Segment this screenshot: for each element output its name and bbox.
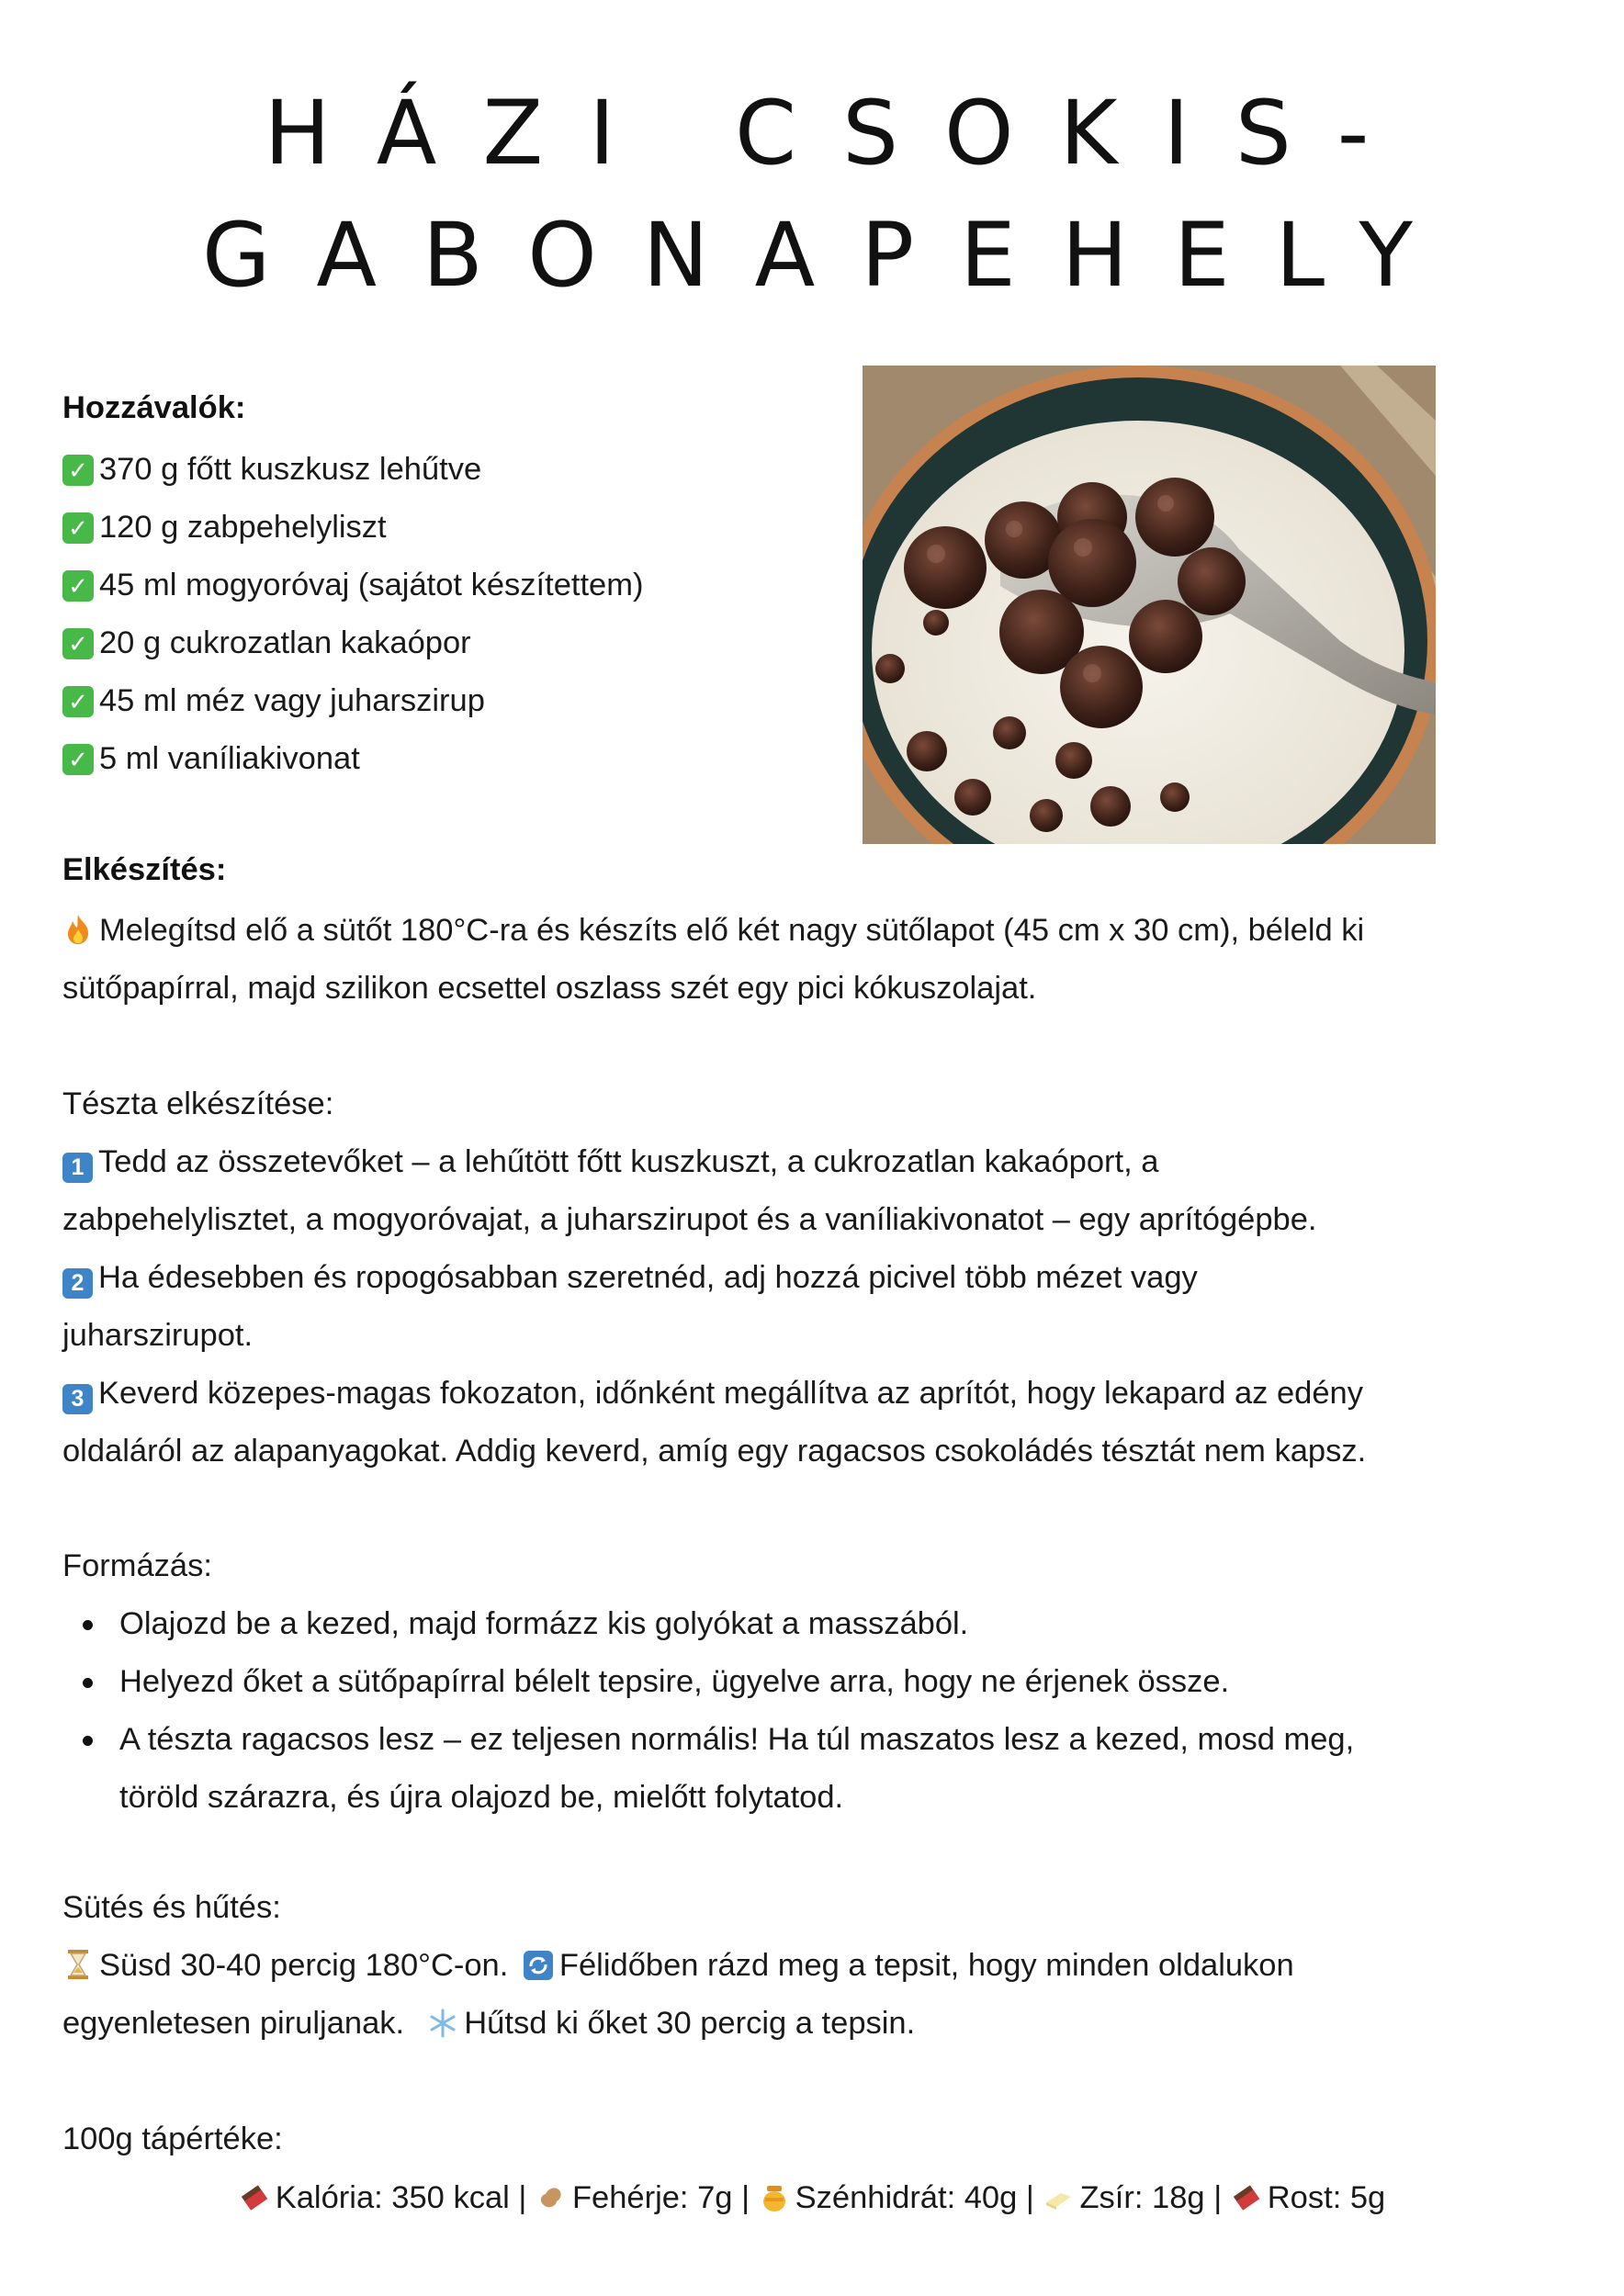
check-icon: ✓: [62, 455, 94, 486]
list-item: ✓ 45 ml méz vagy juharszirup: [62, 672, 643, 730]
baking-section: Sütés és hűtés: Süsd 30-40 percig 180°C-on. Félidőben rázd meg a tepsit, hogy minden oldalukon egyenletesen piruljanak. Hűtsd ki őket 30 percig a tepsin.: [62, 1879, 1587, 2053]
check-icon: ✓: [62, 628, 94, 659]
check-icon: ✓: [62, 512, 94, 544]
peanut-icon: [536, 2182, 567, 2213]
list-item: Olajozd be a kezed, majd formázz kis golyókat a masszából.: [62, 1595, 1569, 1653]
list-item: Helyezd őket a sütőpapírral bélelt tepsire, ügyelve arra, hogy ne érjenek össze.: [62, 1653, 1569, 1711]
ingredients-heading: Hozzávalók:: [62, 390, 246, 425]
repeat-icon: [523, 1950, 554, 1981]
nutrition-heading: 100g tápértéke:: [62, 2122, 283, 2156]
list-item: A tészta ragacsos lesz – ez teljesen normális! Ha túl maszatos lesz a kezed, mosd meg, töröld szárazra, és újra olajozd be, mielőtt folytatod.: [62, 1711, 1569, 1827]
keycap-1-icon: 1: [62, 1153, 93, 1183]
butter-icon: [1043, 2182, 1074, 2213]
keycap-2-icon: 2: [62, 1268, 93, 1299]
check-icon: ✓: [62, 744, 94, 775]
title-line-2: GABONAPEHELY: [201, 204, 1460, 307]
dough-section: Tészta elkészítése: 1 Tedd az összetevőket – a lehűtött főtt kuszkuszt, a cukrozatlan kakaóport, a zabpehelylisztet, a mogyoróvajat, a juharszirupot és a vaníliakivonatot – egy aprítógépbe. 2 Ha édesebben és ropogósabban szeretnéd, adj hozzá picivel több mézet vagy juharszirupot. 3 Keverd közepes-magas fokozaton, időnként megállítva az aprítót, hogy lekapard az edény oldaláról az alapanyagokat. Addig keverd, amíg egy ragacsos csokoládés tésztát nem kapsz.: [62, 1075, 1587, 1480]
preparation-heading: Elkészítés:: [62, 852, 227, 887]
list-item: ✓ 45 ml mogyoróvaj (sajátot készítettem): [62, 557, 643, 614]
baking-heading: Sütés és hűtés:: [62, 1890, 281, 1925]
list-item: ✓ 120 g zabpehelyliszt: [62, 499, 643, 557]
hourglass-icon: [62, 1948, 94, 1981]
snowflake-icon: [427, 2008, 458, 2039]
dough-heading: Tészta elkészítése:: [62, 1086, 334, 1121]
shaping-list: [62, 1595, 1569, 1827]
cereal-bowl-photo: [863, 366, 1436, 844]
shaping-heading: Formázás:: [62, 1548, 212, 1583]
list-item: ✓ 370 g főtt kuszkusz lehűtve: [62, 441, 643, 499]
list-item: ✓ 20 g cukrozatlan kakaópor: [62, 614, 643, 672]
chocolate-bar-icon: [239, 2182, 270, 2213]
fire-icon: [62, 913, 94, 946]
check-icon: ✓: [62, 570, 94, 602]
honey-pot-icon: [759, 2182, 790, 2213]
check-icon: ✓: [62, 686, 94, 717]
nutrition-row: Kalória: 350 kcal | Fehérje: 7g | Szénhidrát: 40g | Zsír: 18g | Rost: 5g: [0, 2169, 1624, 2227]
keycap-3-icon: 3: [62, 1384, 93, 1414]
chocolate-bar-icon: [1231, 2182, 1262, 2213]
title-line-1: HÁZI CSOKIS-: [264, 82, 1415, 185]
ingredients-list: [62, 441, 643, 788]
list-item: ✓ 5 ml vaníliakivonat: [62, 730, 643, 788]
preparation-intro: Melegítsd elő a sütőt 180°C-ra és készíts elő két nagy sütőlapot (45 cm x 30 cm), béleld ki sütőpapírral, majd szilikon ecsettel oszlass szét egy pici kókuszolajat.: [62, 913, 1365, 1006]
